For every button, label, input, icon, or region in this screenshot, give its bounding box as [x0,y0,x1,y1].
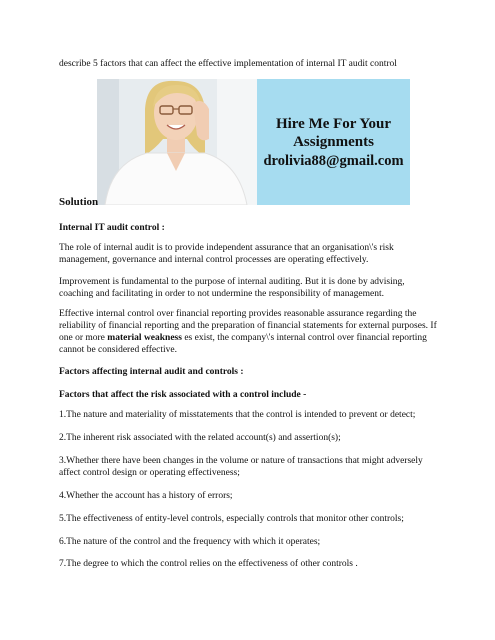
question-text: describe 5 factors that can affect the effective implementation of internal IT audit control [59,59,397,69]
factor-6: 6.The nature of the control and the frequency with which it operates; [59,537,321,547]
factor-1: 1.The nature and materiality of misstatements that the control is intended to prevent or detect; [59,410,416,420]
section-heading-factors-affecting: Factors affecting internal audit and controls : [59,367,244,377]
promo-line-2: Assignments [293,133,374,150]
factor-7: 7.The degree to which the control relies on the effectiveness of other controls . [59,559,358,569]
promo-email: drolivia88@gmail.com [263,152,404,169]
paragraph-1: The role of internal audit is to provide independent assurance that an organisation\'s risk management, governance and internal control processes are operating effectively. [59,243,394,265]
material-weakness-bold: material weakness [107,333,182,343]
solution-heading: Solution [59,196,99,208]
promo-banner [97,79,410,205]
paragraph-3 [59,308,439,356]
promo-line-1: Hire Me For Your [275,115,392,132]
section-heading-risk-factors: Factors that affect the risk associated with a control include - [59,390,307,400]
paragraph-3-start: Effective internal control over financial reporting provides reasonable assurance regarding the reliability of financial reporting and the preparation of financial statements for external purposes. If one or more [59,309,437,343]
factor-3: 3.Whether there have been changes in the volume or nature of transactions that might adversely affect control design or operating effectiveness; [59,456,423,478]
promo-text-panel [257,79,410,205]
paragraph-2: Improvement is fundamental to the purpose of internal auditing. But it is done by advising, coaching and facilitating in order to not undermine the responsibility of management. [59,277,405,299]
factor-2: 2.The inherent risk associated with the related account(s) and assertion(s); [59,433,341,443]
paragraph-3-end: es exist, the company\'s internal control over financial reporting cannot be considered effective. [59,333,427,355]
section-heading-internal-it-audit: Internal IT audit control : [59,223,165,233]
factor-5: 5.The effectiveness of entity-level controls, especially controls that monitor other controls; [59,514,404,524]
factor-4: 4.Whether the account has a history of errors; [59,491,233,501]
woman-photo [97,79,257,205]
